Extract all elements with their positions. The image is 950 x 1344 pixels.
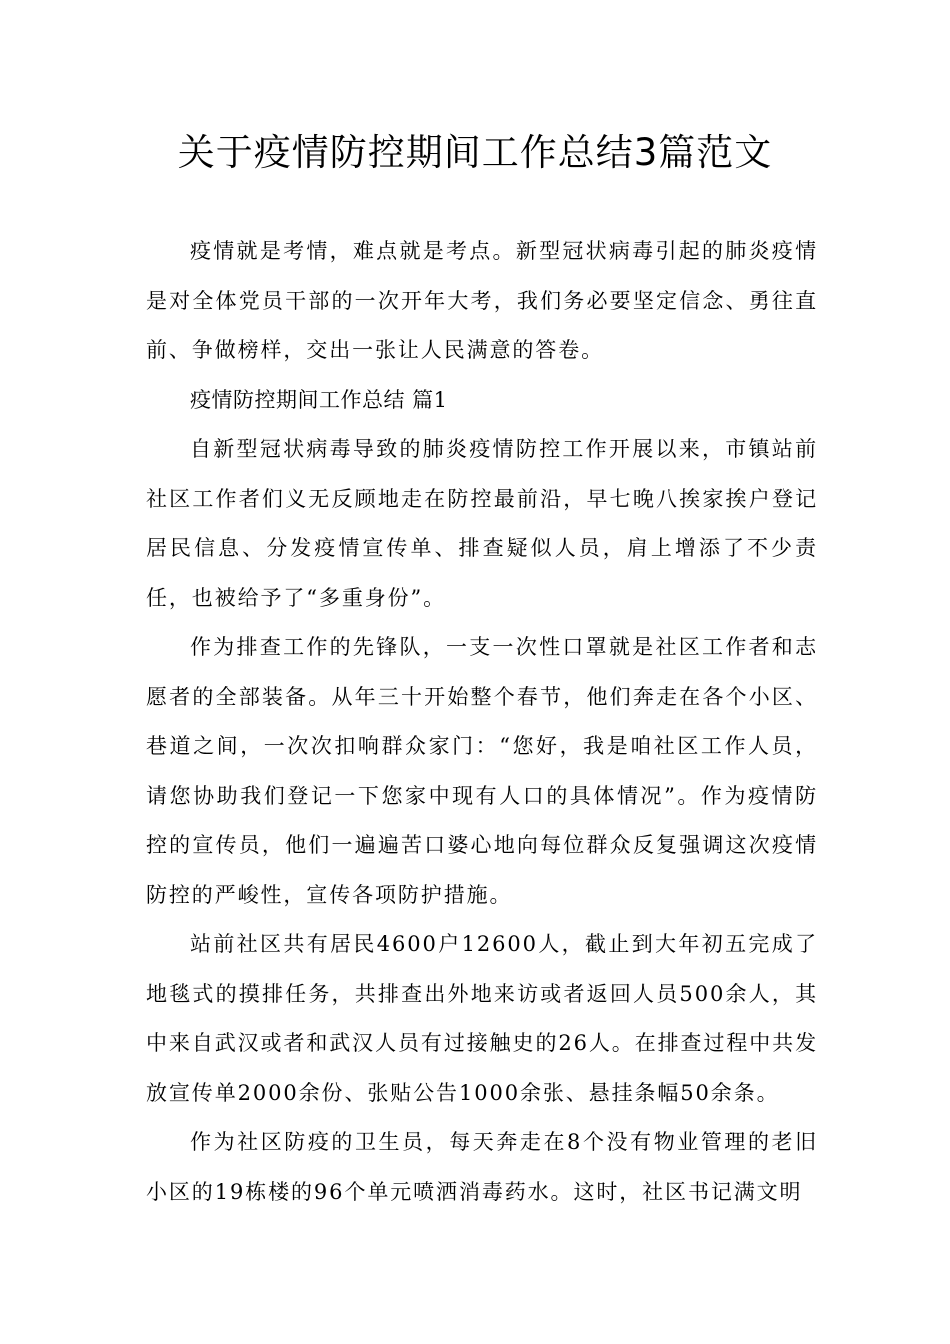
paragraph-text: 疫情就是考情，难点就是考点。新型冠状病毒引起的肺炎疫情是对全体党员干部的一次开年大考，我们务必要坚定信念、勇往直前、争做榜样，交出一张让人民满意的答卷。: [146, 239, 818, 362]
section-heading: [146, 376, 818, 426]
paragraph-background: [146, 425, 818, 623]
paragraph-statistics: [146, 920, 818, 1118]
paragraph-text: 作为社区防疫的卫生员，每天奔走在8个没有物业管理的老旧小区的19栋楼的96个单元喷洒消毒药水。这时，社区书记满文明: [146, 1130, 818, 1204]
paragraph-intro: [146, 227, 818, 376]
paragraph-text: 作为排查工作的先锋队，一支一次性口罩就是社区工作者和志愿者的全部装备。从年三十开始整个春节，他们奔走在各个小区、巷道之间，一次次扣响群众家门：“您好，我是咱社区工作人员，请您协助我们登记一下您家中现有人口的具体情况”。作为疫情防控的宣传员，他们一遍遍苦口婆心地向每位群众反复强调这次疫情防控的严峻性，宣传各项防护措施。: [146, 635, 818, 907]
paragraph-disinfection: [146, 1118, 818, 1217]
paragraph-text: 站前社区共有居民4600户12600人，截止到大年初五完成了地毯式的摸排任务，共排查出外地来访或者返回人员500余人，其中来自武汉或者和武汉人员有过接触史的26人。在排查过程中共发放宣传单2000余份、张贴公告1000余张、悬挂条幅50余条。: [146, 932, 818, 1105]
document-title: 关于疫情防控期间工作总结3篇范文: [177, 131, 773, 174]
paragraph-screening: [146, 623, 818, 920]
paragraph-text: 自新型冠状病毒导致的肺炎疫情防控工作开展以来，市镇站前社区工作者们义无反顾地走在防控最前沿，早七晚八挨家挨户登记居民信息、分发疫情宣传单、排查疑似人员，肩上增添了不少责任，也被给予了“多重身份”。: [146, 437, 818, 610]
section-heading-text: 疫情防控期间工作总结 篇1: [190, 388, 448, 412]
